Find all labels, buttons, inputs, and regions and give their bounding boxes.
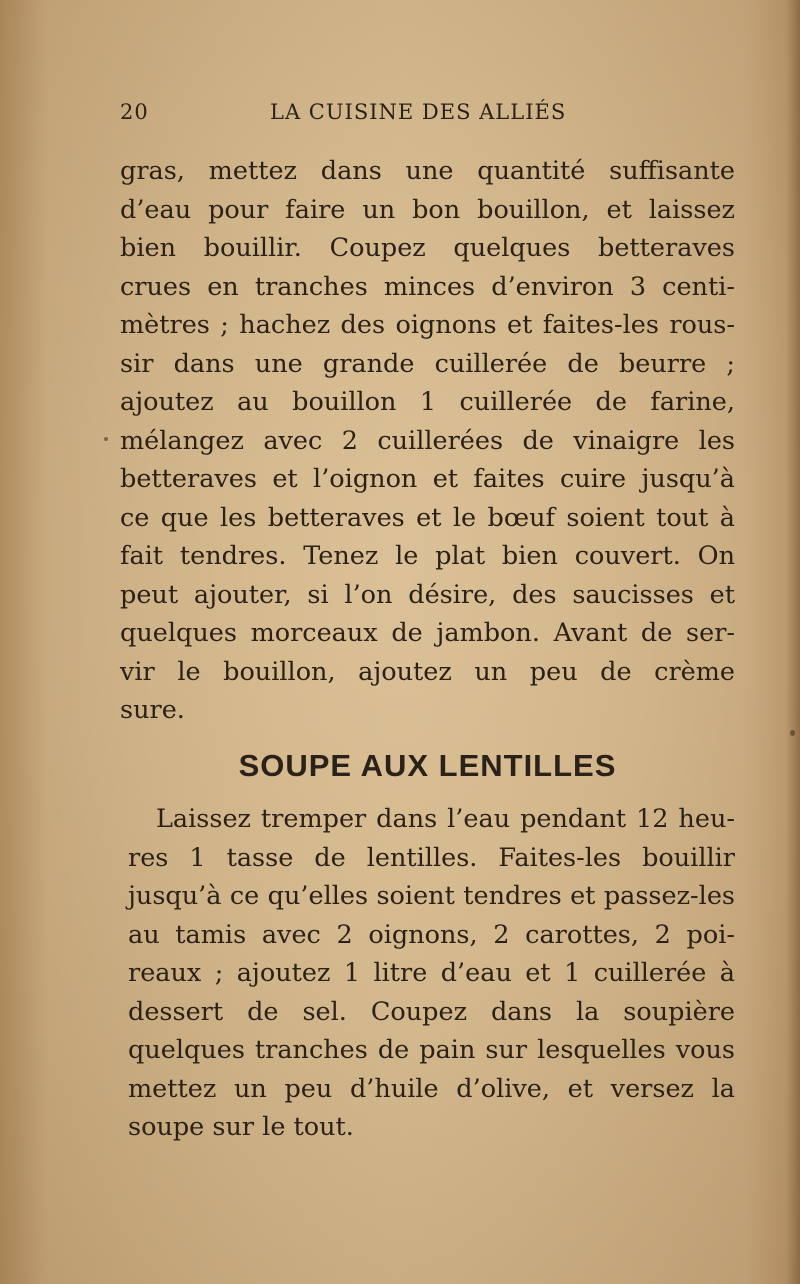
text-line: fait tendres. Tenez le plat bien couvert. On [120,541,735,571]
running-head [120,100,740,130]
text-line: peut ajouter, si l’on désire, des saucisses et [120,579,735,610]
text-line: soupe sur le tout. [128,1112,354,1142]
paper-speck [790,730,795,736]
text-line: gras, mettez dans une quantité suffisante [120,156,735,186]
text-line: d’eau pour faire un bon bouillon, et laissez [120,194,735,225]
text-line: jusqu’à ce qu’elles soient tendres et passez-les [128,881,735,911]
text-line: mètres ; hachez des oignons et faites-les rous- [120,310,735,340]
text-line: au tamis avec 2 oignons, 2 carottes, 2 poi- [128,919,735,950]
text-line: sir dans une grande cuillerée de beurre ; [120,348,735,379]
text-line: quelques tranches de pain sur lesquelles vous [128,1035,735,1065]
text-line: reaux ; ajoutez 1 litre d’eau et 1 cuillerée à [128,958,735,988]
recipe-paragraph-continued [120,152,735,730]
page-edge-shadow [786,0,800,1284]
text-line: crues en tranches minces d’environ 3 centi- [120,271,735,302]
section-heading: SOUPE AUX LENTILLES [238,748,617,783]
text-line: res 1 tasse de lentilles. Faites-les bouillir [128,842,735,873]
text-line: mettez un peu d’huile d’olive, et versez la [128,1073,735,1104]
text-line: ce que les betteraves et le bœuf soient tout à [120,502,735,533]
text-line: bien bouillir. Coupez quelques betteraves [120,233,735,263]
text-line: mélangez avec 2 cuillerées de vinaigre les [120,425,735,456]
text-line: sure. [120,695,185,725]
text-line: dessert de sel. Coupez dans la soupière [128,996,735,1027]
page-number: 20 [120,100,149,124]
paper-speck [104,437,108,441]
text-line: ajoutez au bouillon 1 cuillerée de farine, [120,387,735,417]
text-line: vir le bouillon, ajoutez un peu de crème [120,656,735,687]
book-title: LA CUISINE DES ALLIÉS [270,100,567,124]
recipe-paragraph [128,800,735,1147]
text-line: quelques morceaux de jambon. Avant de ser- [120,618,735,648]
text-line: betteraves et l’oignon et faites cuire jusqu’à [120,464,735,494]
text-line: Laissez tremper dans l’eau pendant 12 heu- [156,804,735,834]
